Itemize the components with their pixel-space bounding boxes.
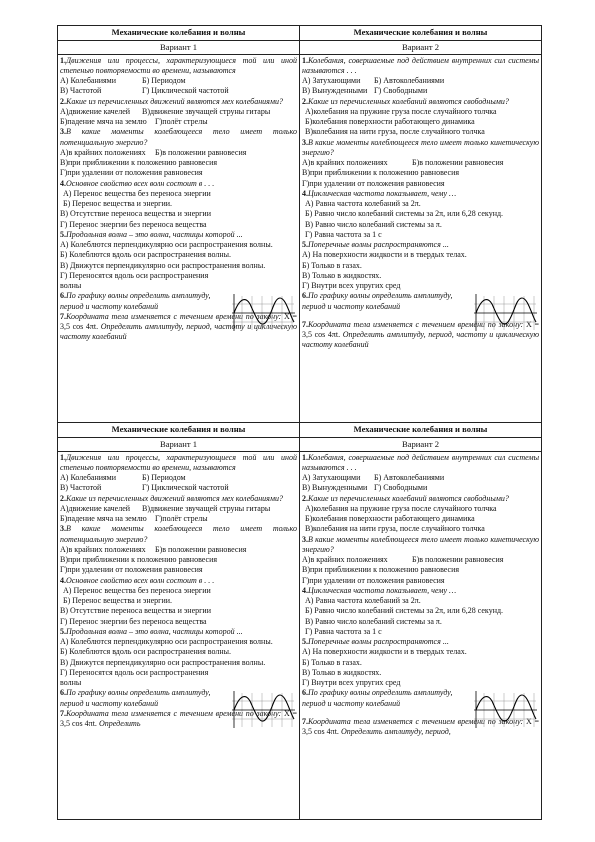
wave-graph <box>470 292 538 332</box>
answer-pair <box>60 76 297 86</box>
question-text: 4.Основное свойство всех волн состоит в . . . <box>60 575 215 585</box>
wave-graph <box>470 689 538 729</box>
answer-option[interactable]: Г) Перенос энергии без переноса вещества <box>60 219 207 229</box>
answer-option[interactable]: Б)колебания поверхности работающего динамика <box>305 514 475 524</box>
question-text: 1.Движения или процессы, характеризующиеся той или иной степенью повторяемости во времени, называются <box>60 452 297 472</box>
answer-pair <box>60 514 297 524</box>
formula: X = 3,5 cos 4πt. <box>302 716 540 737</box>
answer-option[interactable]: В) Частотой <box>60 483 102 493</box>
answer-option[interactable]: В)при приближении к положению равновесия <box>60 555 218 565</box>
question-text: 3.В какие моменты колеблющееся тело имеет только потенциальную энергию? <box>60 127 297 147</box>
answer-option[interactable]: А) На поверхности жидкости и в твердых телах. <box>302 647 467 657</box>
question-text: 2.Какие из перечисленных движений являются мех колебаниями? <box>60 493 283 503</box>
answer-option[interactable]: Г) Переносятся вдоль оси распространения волны <box>60 270 209 291</box>
answer-pair <box>60 107 297 117</box>
header-row <box>58 422 542 437</box>
answer-option[interactable]: Б) Только в газах. <box>302 657 362 667</box>
answer-option[interactable]: В)при приближении к положению равновесия <box>302 565 460 575</box>
answer-option[interactable]: Г)при удалении от положения равновесия <box>60 565 203 575</box>
answer-option[interactable]: Г) Внутри всех упругих сред <box>302 678 401 688</box>
question-text: 7.Координата тела изменяется с течением времени по закону: X = 3,5 cos 4πt. Определить амплитуду, период, частоту и циклическую частоту колебаний <box>302 319 540 350</box>
question-text: 5.Поперечные волны распространяются ... <box>302 637 449 647</box>
variant-1-questions <box>58 54 300 422</box>
sine-curve <box>476 298 536 324</box>
question-text: 6.По графику волны определить амплитуду, период и частоту колебаний <box>60 688 211 708</box>
answer-option[interactable]: А) Колебаниями <box>60 473 117 483</box>
question-text: 7.Координата тела изменяется с течением времени по закону: X = 3,5 cos 4πt. Определить <box>60 708 298 729</box>
answer-option[interactable]: А) На поверхности жидкости и в твердых телах. <box>302 250 467 260</box>
question-text: 2.Какие из перечисленных колебаний являются свободными? <box>302 96 509 106</box>
answer-option[interactable]: В)движение звучащей струны гитары <box>142 503 271 513</box>
answer-option[interactable]: Г) Равна частота за 1 с <box>305 626 382 636</box>
answer-option[interactable]: Б)колебания поверхности работающего динамика <box>305 117 475 127</box>
answer-option[interactable]: Г) Циклической частотой <box>142 86 229 96</box>
variant-1-questions <box>58 451 300 819</box>
answer-option[interactable]: Г)при удалении от положения равновесия <box>302 178 445 188</box>
question-text: 6.По графику волны определить амплитуду, период и частоту колебаний <box>302 291 453 311</box>
answer-pair <box>60 117 297 127</box>
answer-option[interactable]: В)колебания на нити груза, после случайного толчка <box>305 127 485 137</box>
answer-option[interactable]: Б) Колеблются вдоль оси распространения волны. <box>60 647 232 657</box>
answer-option[interactable]: В) Отсутствие переноса вещества и энергии <box>60 606 211 616</box>
answer-option[interactable]: А)в крайних положениях <box>302 555 388 565</box>
answer-option[interactable]: Б) Равно число колебаний системы за 2π, или 6,28 секунд. <box>305 209 504 219</box>
wave-graph <box>228 689 296 729</box>
variant-label: Вариант 2 <box>300 437 542 451</box>
answer-option[interactable]: В)при приближении к положению равновесия <box>302 168 460 178</box>
answer-option[interactable]: Б) Периодом <box>142 76 186 86</box>
variant-2-questions <box>300 54 542 422</box>
variant-label: Вариант 1 <box>58 437 300 451</box>
answer-option[interactable]: А)в крайних положениях <box>60 544 146 554</box>
question-text: 6.По графику волны определить амплитуду, период и частоту колебаний <box>60 291 211 311</box>
questions-row <box>58 451 542 819</box>
answer-option[interactable]: Б) Колеблются вдоль оси распространения волны. <box>60 250 232 260</box>
answer-option[interactable]: В)колебания на нити груза, после случайного толчка <box>305 524 485 534</box>
answer-pair <box>60 86 297 96</box>
answer-option[interactable]: В)движение звучащей струны гитары <box>142 106 271 116</box>
answer-option[interactable]: Г) Переносятся вдоль оси распространения волны <box>60 667 209 688</box>
question-text: 2.Какие из перечисленных колебаний являются свободными? <box>302 493 509 503</box>
graph-question <box>60 688 297 709</box>
formula: X = 3,5 cos 4πt. <box>60 708 298 729</box>
answer-option[interactable]: В) Только в жидкостях. <box>302 667 382 677</box>
answer-option[interactable]: А)движение качелей <box>60 503 131 513</box>
answer-option[interactable]: Б)в положении равновесия <box>412 158 504 168</box>
title-cell: Механические колебания и волны <box>58 26 300 41</box>
question-text: 1.Колебания, совершаемые под действием внутренних сил системы называются . . . <box>302 452 539 472</box>
question-text: 4.Основное свойство всех волн состоит в . . . <box>60 178 215 188</box>
variant-label: Вариант 2 <box>300 40 542 54</box>
answer-option[interactable]: А)колебания на пружине груза после случайного толчка <box>305 106 497 116</box>
answer-option[interactable]: Б)падение мяча на землю <box>60 117 147 127</box>
title-cell: Механические колебания и волны <box>300 422 542 437</box>
answer-option[interactable]: Г) Свободными <box>374 86 428 96</box>
answer-option[interactable]: В) Вынужденными <box>302 483 368 493</box>
question-text: 3.В какие моменты колеблющееся тело имеет только потенциальную энергию? <box>60 524 297 544</box>
answer-option[interactable]: А) Колеблются перпендикулярно оси распространения волны. <box>60 637 273 647</box>
question-text: 3.В какие моменты колеблющееся тело имеет только кинетическую энергию? <box>302 137 539 157</box>
answer-option[interactable]: В)при приближении к положению равновесия <box>60 158 218 168</box>
question-text: 5.Продольная волна – это волна, частицы которой ... <box>60 626 243 636</box>
sine-curve <box>234 695 294 721</box>
answer-pair <box>302 555 539 565</box>
answer-option[interactable]: В) Движутся перпендикулярно оси распространения волны. <box>60 657 266 667</box>
answer-option[interactable]: А) Колебаниями <box>60 76 117 86</box>
graph-question <box>60 291 297 312</box>
answer-option[interactable]: Г)при удалении от положения равновесия <box>60 168 203 178</box>
wave-graph <box>228 292 296 332</box>
questions-row <box>58 54 542 422</box>
answer-option[interactable]: В) Равно число колебаний системы за π. <box>305 219 442 229</box>
answer-pair <box>302 158 539 168</box>
answer-option[interactable]: Б) Периодом <box>142 473 186 483</box>
answer-pair <box>302 86 539 96</box>
answer-pair <box>302 76 539 86</box>
answer-pair <box>60 148 297 158</box>
question-text: 6.По графику волны определить амплитуду, период и частоту колебаний <box>302 688 453 708</box>
answer-option[interactable]: А) Равна частота колебаний за 2π. <box>305 596 421 606</box>
title-cell: Механические колебания и волны <box>300 26 542 41</box>
title-cell: Механические колебания и волны <box>58 422 300 437</box>
answer-option[interactable]: Г) Циклической частотой <box>142 483 229 493</box>
answer-option[interactable]: Б) Равно число колебаний системы за 2π, или 6,28 секунд. <box>305 606 504 616</box>
answer-option[interactable]: А)в крайних положениях <box>60 147 146 157</box>
answer-option[interactable]: А) Перенос вещества без переноса энергии <box>63 585 211 595</box>
answer-option[interactable]: Г) Свободными <box>374 483 428 493</box>
answer-pair <box>302 473 539 483</box>
answer-option[interactable]: Г) Внутри всех упругих сред <box>302 281 401 291</box>
answer-option[interactable]: А)колебания на пружине груза после случайного толчка <box>305 503 497 513</box>
answer-option[interactable]: Г)при удалении от положения равновесия <box>302 575 445 585</box>
answer-option[interactable]: Б)падение мяча на землю <box>60 514 147 524</box>
variant-row <box>58 437 542 451</box>
question-text: 7.Координата тела изменяется с течением времени по закону: X = 3,5 cos 4πt. Определить амплитуду, период, <box>302 716 540 737</box>
answer-option[interactable]: Г) Равна частота за 1 с <box>305 229 382 239</box>
formula: X = 3,5 cos 4πt. <box>302 319 540 340</box>
answer-option[interactable]: Б)в положении равновесия <box>155 544 247 554</box>
variant-row <box>58 40 542 54</box>
answer-option[interactable]: А) Равна частота колебаний за 2π. <box>305 199 421 209</box>
answer-option[interactable]: Б)в положении равновесия <box>412 555 504 565</box>
sine-curve <box>476 695 536 721</box>
formula: X = 3,5 cos 4πt. <box>60 311 298 332</box>
answer-option[interactable]: В) Только в жидкостях. <box>302 270 382 280</box>
answer-option[interactable]: Б) Перенос вещества и энергии. <box>63 199 173 209</box>
answer-option[interactable]: Б) Только в газах. <box>302 260 362 270</box>
answer-option[interactable]: Б) Перенос вещества и энергии. <box>63 596 173 606</box>
answer-option[interactable]: Г)полёт стрелы <box>155 117 208 127</box>
answer-option[interactable]: Б)в положении равновесия <box>155 147 247 157</box>
question-text: 3.В какие моменты колеблющееся тело имеет только кинетическую энергию? <box>302 534 539 554</box>
variant-label: Вариант 1 <box>58 40 300 54</box>
answer-option[interactable]: А) Затухающими <box>302 473 361 483</box>
answer-option[interactable]: Г)полёт стрелы <box>155 514 208 524</box>
header-row <box>58 26 542 41</box>
answer-pair <box>302 483 539 493</box>
answer-option[interactable]: В) Равно число колебаний системы за π. <box>305 616 442 626</box>
answer-pair <box>60 504 297 514</box>
answer-option[interactable]: В) Движутся перпендикулярно оси распространения волны. <box>60 260 266 270</box>
answer-pair <box>60 473 297 483</box>
answer-option[interactable]: В) Вынужденными <box>302 86 368 96</box>
question-text: 5.Продольная волна – это волна, частицы которой ... <box>60 229 243 239</box>
question-text: 5.Поперечные волны распространяются ... <box>302 240 449 250</box>
sine-curve <box>234 298 294 324</box>
answer-option[interactable]: Г) Перенос энергии без переноса вещества <box>60 616 207 626</box>
answer-pair <box>60 483 297 493</box>
answer-option[interactable]: А)в крайних положениях <box>302 158 388 168</box>
answer-option[interactable]: В) Частотой <box>60 86 102 96</box>
answer-pair <box>60 545 297 555</box>
question-text: 2.Какие из перечисленных движений являются мех колебаниями? <box>60 96 283 106</box>
answer-option[interactable]: А) Перенос вещества без переноса энергии <box>63 188 211 198</box>
question-text: 7.Координата тела изменяется с течением времени по закону: X = 3,5 cos 4πt. Определить амплитуду, период, частоту и циклическую частоту колебаний <box>60 311 298 342</box>
answer-option[interactable]: А)движение качелей <box>60 106 131 116</box>
answer-option[interactable]: В) Отсутствие переноса вещества и энергии <box>60 209 211 219</box>
graph-question <box>302 291 539 312</box>
answer-option[interactable]: А) Колеблются перпендикулярно оси распространения волны. <box>60 240 273 250</box>
variant-2-questions <box>300 451 542 819</box>
answer-option[interactable]: Б) Автоколебаниями <box>374 473 445 483</box>
question-text: 4.Циклическая частота показывает, чему … <box>302 188 457 198</box>
graph-question <box>302 688 539 709</box>
question-text: 1.Движения или процессы, характеризующиеся той или иной степенью повторяемости во времени, называются <box>60 55 297 75</box>
answer-option[interactable]: А) Затухающими <box>302 76 361 86</box>
test-sheet <box>57 25 542 820</box>
question-text: 4.Циклическая частота показывает, чему … <box>302 585 457 595</box>
question-text: 1.Колебания, совершаемые под действием внутренних сил системы называются . . . <box>302 55 539 75</box>
answer-option[interactable]: Б) Автоколебаниями <box>374 76 445 86</box>
